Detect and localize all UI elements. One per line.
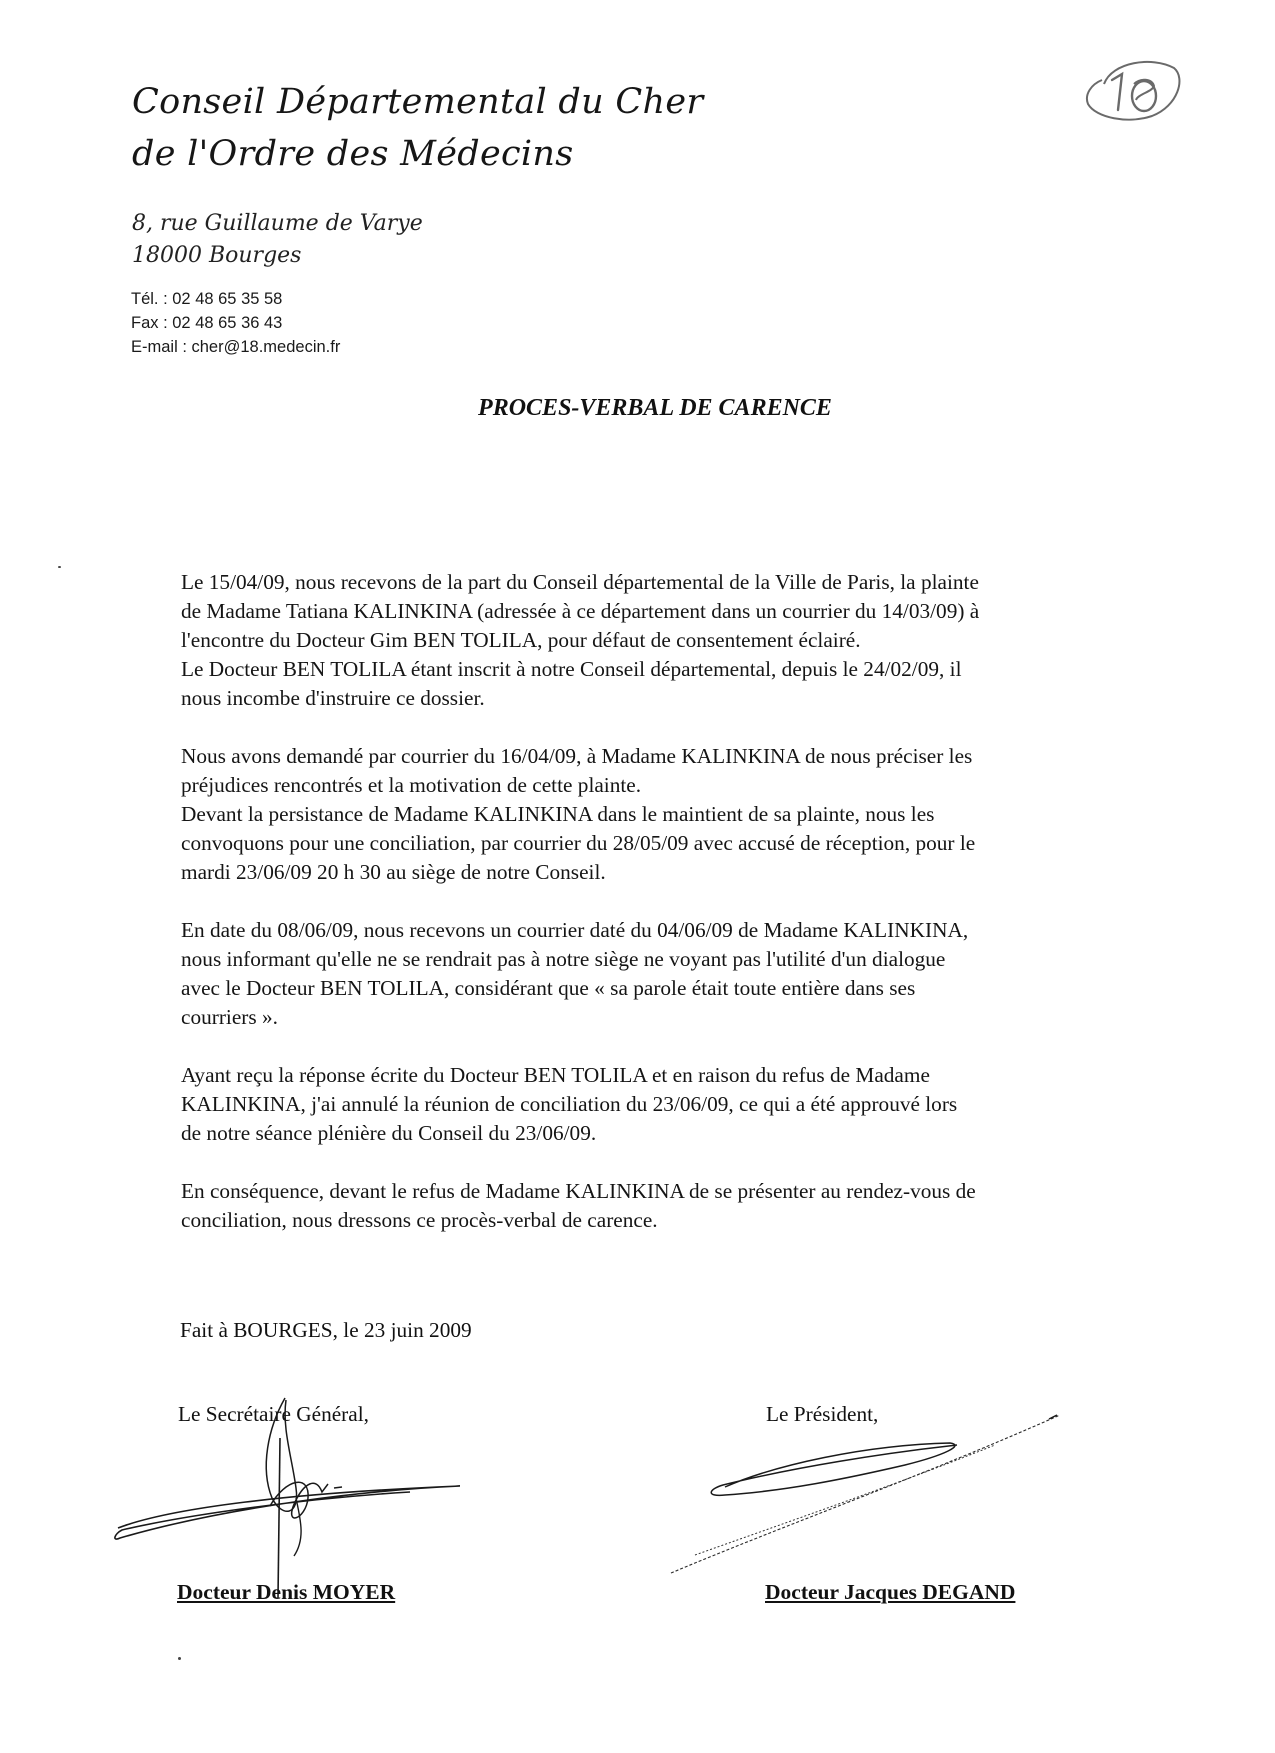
- phone-number: Tél. : 02 48 65 35 58: [131, 290, 283, 308]
- handwritten-page-number: [1082, 54, 1186, 126]
- organization-address: [132, 208, 423, 272]
- body-line: de notre séance plénière du Conseil du 23/06/09.: [181, 1121, 597, 1145]
- organization-name-line-2: de l'Ordre des Médecins: [132, 134, 574, 174]
- president-role-label: Le Président,: [766, 1402, 879, 1426]
- body-paragraph: [181, 1061, 1127, 1148]
- body-paragraph: [181, 916, 1127, 1032]
- secretary-signature: [110, 1388, 470, 1598]
- scan-speck: [178, 1657, 181, 1660]
- body-line: courriers ».: [181, 1005, 278, 1029]
- document-title: PROCES-VERBAL DE CARENCE: [478, 395, 832, 421]
- secretary-name: Docteur Denis MOYER: [177, 1580, 396, 1604]
- fax-number: Fax : 02 48 65 36 43: [131, 314, 283, 332]
- body-line: convoquons pour une conciliation, par courrier du 28/05/09 avec accusé de réception, pour le: [181, 831, 976, 855]
- body-line: de Madame Tatiana KALINKINA (adressée à ce département dans un courrier du 14/03/09) à: [181, 599, 980, 623]
- document-body: [181, 568, 1127, 1264]
- body-line: nous incombe d'instruire ce dossier.: [181, 686, 485, 710]
- body-line: Le Docteur BEN TOLILA étant inscrit à notre Conseil départemental, depuis le 24/02/09, il: [181, 657, 962, 681]
- body-line: Le 15/04/09, nous recevons de la part du Conseil départemental de la Ville de Paris, la plainte: [181, 570, 979, 594]
- scan-speck: [58, 566, 61, 568]
- organization-name: [132, 76, 703, 180]
- body-line: conciliation, nous dressons ce procès-verbal de carence.: [181, 1208, 658, 1232]
- body-line: Nous avons demandé par courrier du 16/04/09, à Madame KALINKINA de nous préciser les: [181, 744, 973, 768]
- body-line: mardi 23/06/09 20 h 30 au siège de notre Conseil.: [181, 860, 606, 884]
- organization-name-line-1: Conseil Départemental du Cher: [132, 82, 704, 122]
- body-paragraph: [181, 742, 1127, 887]
- body-paragraph: [181, 1177, 1127, 1235]
- body-line: Devant la persistance de Madame KALINKINA dans le maintient de sa plainte, nous les: [181, 802, 935, 826]
- body-paragraph: [181, 568, 1127, 713]
- address-city: 18000 Bourges: [132, 243, 302, 268]
- body-line: préjudices rencontrés et la motivation de cette plainte.: [181, 773, 642, 797]
- address-street: 8, rue Guillaume de Varye: [132, 211, 423, 236]
- body-line: En conséquence, devant le refus de Madame KALINKINA de se présenter au rendez-vous de: [181, 1179, 976, 1203]
- president-name: Docteur Jacques DEGAND: [765, 1580, 1016, 1604]
- body-line: KALINKINA, j'ai annulé la réunion de conciliation du 23/06/09, ce qui a été approuvé lors: [181, 1092, 958, 1116]
- body-line: En date du 08/06/09, nous recevons un courrier daté du 04/06/09 de Madame KALINKINA,: [181, 918, 969, 942]
- body-line: nous informant qu'elle ne se rendrait pas à notre siège ne voyant pas l'utilité d'un dialogue: [181, 947, 946, 971]
- secretary-role-label: Le Secrétaire Général,: [178, 1402, 369, 1426]
- email-address: E-mail : cher@18.medecin.fr: [131, 338, 341, 356]
- contact-details: [131, 287, 340, 359]
- body-line: Ayant reçu la réponse écrite du Docteur BEN TOLILA et en raison du refus de Madame: [181, 1063, 930, 1087]
- body-line: l'encontre du Docteur Gim BEN TOLILA, pour défaut de consentement éclairé.: [181, 628, 861, 652]
- body-line: avec le Docteur BEN TOLILA, considérant que « sa parole était toute entière dans ses: [181, 976, 916, 1000]
- place-and-date: Fait à BOURGES, le 23 juin 2009: [180, 1318, 472, 1342]
- president-signature: [665, 1405, 1065, 1580]
